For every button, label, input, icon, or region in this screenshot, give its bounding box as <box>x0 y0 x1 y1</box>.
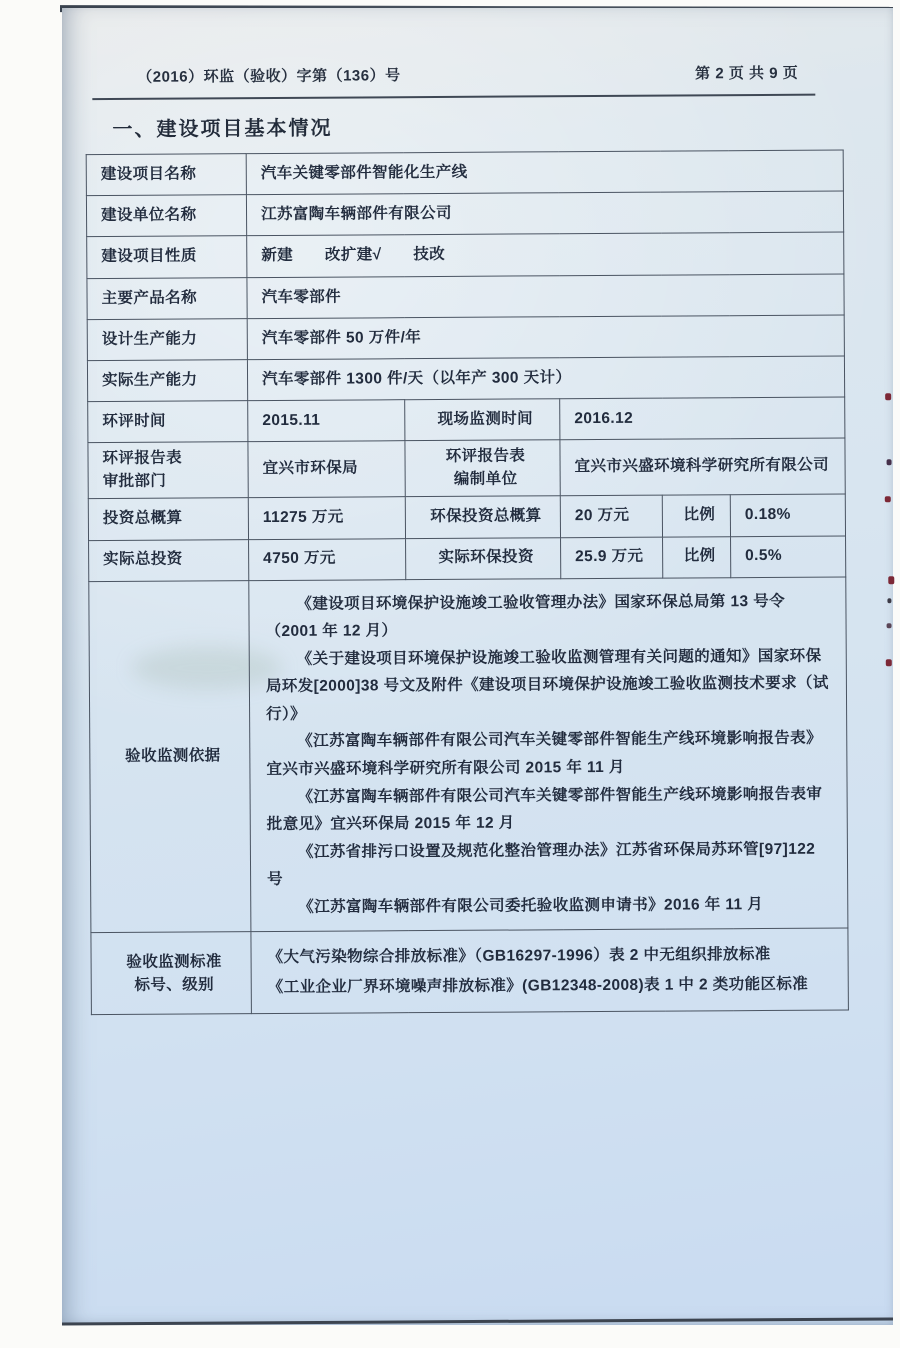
row-label: 建设项目性质 <box>87 236 247 279</box>
red-ink-speck <box>886 659 892 666</box>
document-header <box>59 61 890 87</box>
document-content <box>59 5 898 1327</box>
ratio-value: 0.5% <box>731 535 846 577</box>
actual-investment-label: 实际总投资 <box>89 539 249 581</box>
header-rule <box>92 94 815 101</box>
table-row-eia-time <box>88 397 845 443</box>
monitoring-standards-content <box>251 928 849 1014</box>
table-row-monitoring-basis <box>89 576 848 933</box>
actual-env-investment-label: 实际环保投资 <box>406 537 561 579</box>
scanned-paper-sheet <box>62 8 893 1325</box>
ratio-label: 比例 <box>662 494 730 536</box>
table-row <box>87 315 844 361</box>
basis-paragraph: 《江苏省排污口设置及规范化整治管理办法》江苏省环保局苏环管[97]122 号 <box>267 840 816 889</box>
ratio-label: 比例 <box>663 536 731 577</box>
total-investment-label: 投资总概算 <box>88 497 248 540</box>
red-ink-speck <box>888 576 894 584</box>
table-row-monitoring-standards <box>91 928 849 1015</box>
row-label: 主要产品名称 <box>87 278 247 320</box>
eia-compiler-value: 宜兴市兴盛环境科学研究所有限公司 <box>560 438 845 495</box>
page-indicator: 第 2 页 共 9 页 <box>695 64 799 83</box>
env-investment-label: 环保投资总概算 <box>405 495 560 538</box>
table-row <box>87 232 844 279</box>
monitoring-basis-label: 验收监测依据 <box>89 580 251 933</box>
site-monitoring-time-label: 现场监测时间 <box>405 399 560 441</box>
env-investment-value: 20 万元 <box>560 495 662 538</box>
row-label: 实际生产能力 <box>87 360 247 402</box>
row-value: 江苏富陶车辆部件有限公司 <box>246 191 843 236</box>
section-title: 一、建设项目基本情况 <box>112 117 333 141</box>
table-row <box>87 356 844 402</box>
actual-investment-value: 4750 万元 <box>249 538 406 580</box>
total-investment-value: 11275 万元 <box>248 496 405 539</box>
table-row <box>86 191 843 237</box>
row-label: 建设单位名称 <box>86 195 246 237</box>
row-value: 汽车零部件 1300 件/天（以年产 300 天计） <box>247 356 844 401</box>
table-row-approval <box>88 438 845 498</box>
approval-dept-label: 环评报告表 审批部门 <box>88 442 248 498</box>
eia-time-value: 2015.11 <box>248 400 405 442</box>
site-monitoring-time-value: 2016.12 <box>560 397 845 440</box>
actual-env-investment-value: 25.9 万元 <box>561 537 663 579</box>
red-ink-speck <box>885 393 891 400</box>
basis-paragraph: 《江苏富陶车辆部件有限公司汽车关键零部件智能生产线环境影响报告表》宜兴市兴盛环境科学研究所有限公司 2015 年 11 月 <box>266 730 823 779</box>
table-row <box>87 274 844 320</box>
project-info-table <box>86 150 849 1016</box>
red-ink-speck <box>887 623 892 628</box>
basis-paragraph: 《江苏富陶车辆部件有限公司委托验收监测申请书》2016 年 11 月 <box>298 895 764 916</box>
ratio-value: 0.18% <box>730 493 845 536</box>
basis-paragraph: 《关于建设项目环境保护设施竣工验收监测管理有关问题的通知》国家环保局环发[2000]38 号文及附件《建设项目环境保护设施竣工验收监测技术要求（试行）》 <box>265 647 829 723</box>
row-value: 汽车零部件 <box>247 274 844 319</box>
red-ink-speck <box>887 459 892 465</box>
approval-dept-value: 宜兴市环保局 <box>248 441 405 497</box>
eia-time-label: 环评时间 <box>88 401 248 443</box>
row-label: 设计生产能力 <box>87 319 247 361</box>
basis-paragraph: 《建设项目环境保护设施竣工验收管理办法》国家环保总局第 13 号令（2001 年 12 月） <box>265 592 786 641</box>
row-value: 汽车零部件 50 万件/年 <box>247 315 844 360</box>
standard-line: 《工业企业厂界环境噪声排放标准》(GB12348-2008)表 1 中 2 类功能区标准 <box>267 975 809 996</box>
basis-paragraph: 《江苏富陶车辆部件有限公司汽车关键零部件智能生产线环境影响报告表审批意见》宜兴环保局 2015 年 12 月 <box>266 785 823 834</box>
standard-line: 《大气污染物综合排放标准》（GB16297-1996）表 2 中无组织排放标准 <box>267 945 771 966</box>
row-label: 建设项目名称 <box>86 154 246 196</box>
red-ink-speck <box>887 598 891 603</box>
monitoring-basis-content <box>249 576 848 932</box>
doc-number: （2016）环监（验收）字第（136）号 <box>137 67 401 86</box>
monitoring-standards-label: 验收监测标准 标号、级别 <box>91 932 251 1015</box>
table-row-investment <box>88 493 845 540</box>
row-value: 汽车关键零部件智能化生产线 <box>246 150 843 195</box>
table-row-investment <box>89 535 846 581</box>
eia-compiler-label: 环评报告表 编制单位 <box>405 440 560 496</box>
red-ink-speck <box>885 496 891 502</box>
table-row <box>86 150 843 196</box>
row-value: 新建 改扩建√ 技改 <box>247 232 844 278</box>
